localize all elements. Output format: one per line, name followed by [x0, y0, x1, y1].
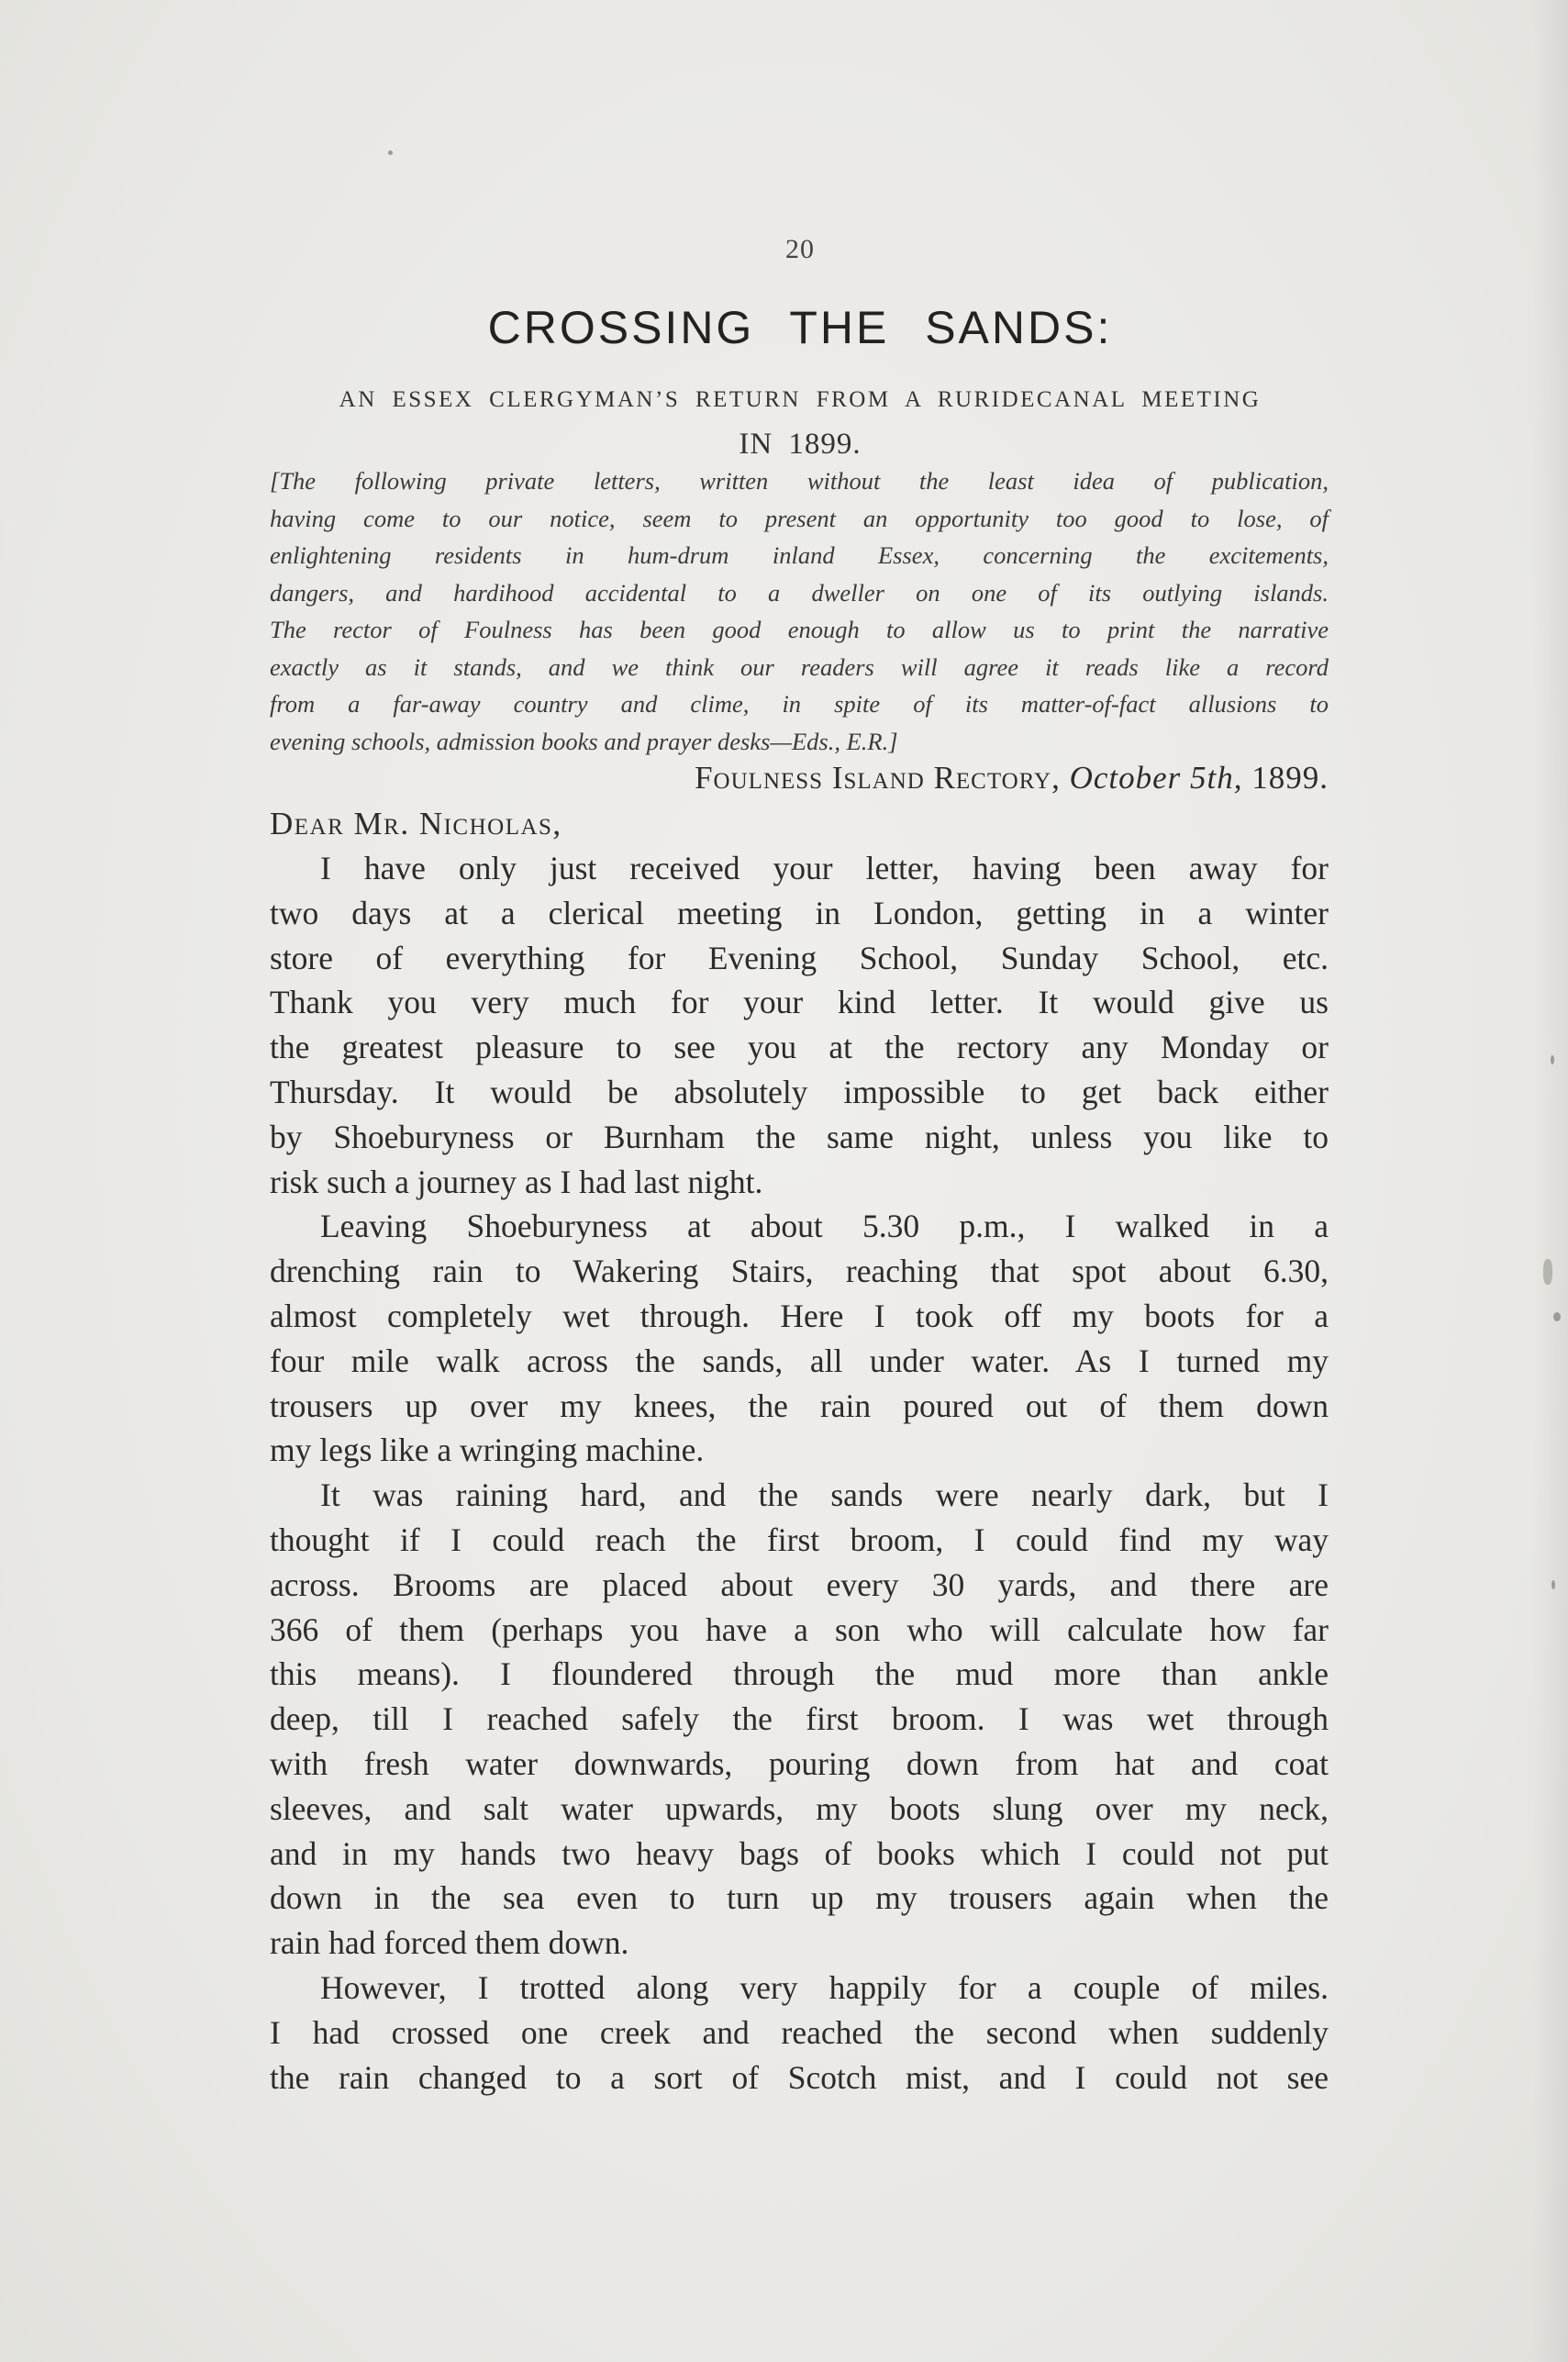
- editorial-note-line: evening schools, admission books and prayer desks—Eds., E.R.]: [270, 727, 898, 755]
- body-line: I had crossed one creek and reached the second when suddenly: [270, 2013, 1329, 2051]
- editorial-note-line: The rector of Foulness has been good enough to allow us to print the narrative: [270, 616, 1329, 643]
- body-line: thought if I could reach the first broom, I could find my way: [270, 1521, 1329, 1558]
- body-line: this means). I floundered through the mud more than ankle: [270, 1655, 1329, 1693]
- body-line: sleeves, and salt water upwards, my boots slung over my neck,: [270, 1789, 1329, 1827]
- editorial-note-line: enlightening residents in hum-drum inland Essex, concerning the excitements,: [270, 541, 1329, 569]
- body-line: Thank you very much for your kind letter. It would give us: [270, 984, 1329, 1021]
- body-line: I have only just received your letter, having been away for: [320, 850, 1329, 886]
- subtitle-line: AN ESSEX CLERGYMAN’S RETURN FROM A RURIDECANAL MEETING: [339, 387, 1262, 412]
- dateline-place: Foulness Island Rectory,: [695, 760, 1061, 796]
- body-line: almost completely wet through. Here I took off my boots for a: [270, 1297, 1329, 1334]
- ink-speck: [1543, 1259, 1552, 1285]
- subtitle-line: IN 1899.: [739, 428, 862, 461]
- editorial-note-line: [The following private letters, written without the least idea of publication,: [270, 467, 1329, 495]
- body-line: 366 of them (perhaps you have a son who will calculate how far: [270, 1610, 1329, 1648]
- letter-body: [270, 846, 1329, 2100]
- editorial-note-line: exactly as it stands, and we think our readers will agree it reads like a record: [270, 652, 1329, 681]
- body-line: down in the sea even to turn up my trousers again when the: [270, 1879, 1329, 1917]
- body-line: rain had forced them down.: [270, 1924, 629, 1962]
- body-line: Thursday. It would be absolutely impossible to get back either: [270, 1073, 1329, 1110]
- letter-salutation: Dear Mr. Nicholas,: [270, 806, 562, 841]
- editorial-note: [270, 462, 1329, 760]
- dateline-year: 1899.: [1251, 760, 1329, 796]
- ink-speck: [388, 150, 393, 155]
- body-line: drenching rain to Wakering Stairs, reaching that spot about 6.30,: [270, 1253, 1329, 1290]
- dateline-date: October 5th,: [1069, 760, 1243, 796]
- body-line: two days at a clerical meeting in London, getting in a winter: [270, 894, 1329, 931]
- body-line: risk such a journey as I had last night.: [270, 1163, 763, 1200]
- editorial-note-line: from a far-away country and clime, in spite of its matter-of-fact allusions to: [270, 690, 1329, 718]
- body-line: and in my hands two heavy bags of books which I could not put: [270, 1834, 1329, 1872]
- ink-speck: [1551, 1580, 1555, 1589]
- letter-dateline: [272, 760, 1329, 797]
- body-line: my legs like a wringing machine.: [270, 1432, 705, 1469]
- body-line: It was raining hard, and the sands were nearly dark, but I: [320, 1476, 1329, 1514]
- body-line: across. Brooms are placed about every 30 yards, and there are: [270, 1565, 1329, 1603]
- article-subtitle: [272, 378, 1329, 466]
- ink-speck: [1553, 1312, 1561, 1321]
- page-number: 20: [785, 234, 815, 264]
- body-line: four mile walk across the sands, all under water. As I turned my: [270, 1342, 1329, 1379]
- editorial-note-line: having come to our notice, seem to present an opportunity too good to lose, of: [270, 504, 1329, 532]
- body-line: However, I trotted along very happily for a couple of miles.: [320, 1968, 1329, 2006]
- body-line: by Shoeburyness or Burnham the same night, unless you like to: [270, 1118, 1329, 1155]
- ink-speck: [1551, 1055, 1554, 1064]
- article-title: CROSSING THE SANDS:: [487, 302, 1113, 353]
- page-edge-shadow: [1531, 0, 1568, 2362]
- body-line: the greatest pleasure to see you at the rectory any Monday or: [270, 1029, 1329, 1066]
- body-line: Leaving Shoeburyness at about 5.30 p.m., I walked in a: [320, 1208, 1329, 1245]
- body-line: with fresh water downwards, pouring down from hat and coat: [270, 1744, 1329, 1782]
- body-line: trousers up over my knees, the rain poured out of them down: [270, 1387, 1329, 1424]
- body-line: deep, till I reached safely the first broom. I was wet through: [270, 1700, 1329, 1738]
- editorial-note-line: dangers, and hardihood accidental to a dweller on one of its outlying islands.: [270, 578, 1329, 607]
- body-line: the rain changed to a sort of Scotch mist, and I could not see: [270, 2058, 1329, 2096]
- body-line: store of everything for Evening School, Sunday School, etc.: [270, 939, 1329, 976]
